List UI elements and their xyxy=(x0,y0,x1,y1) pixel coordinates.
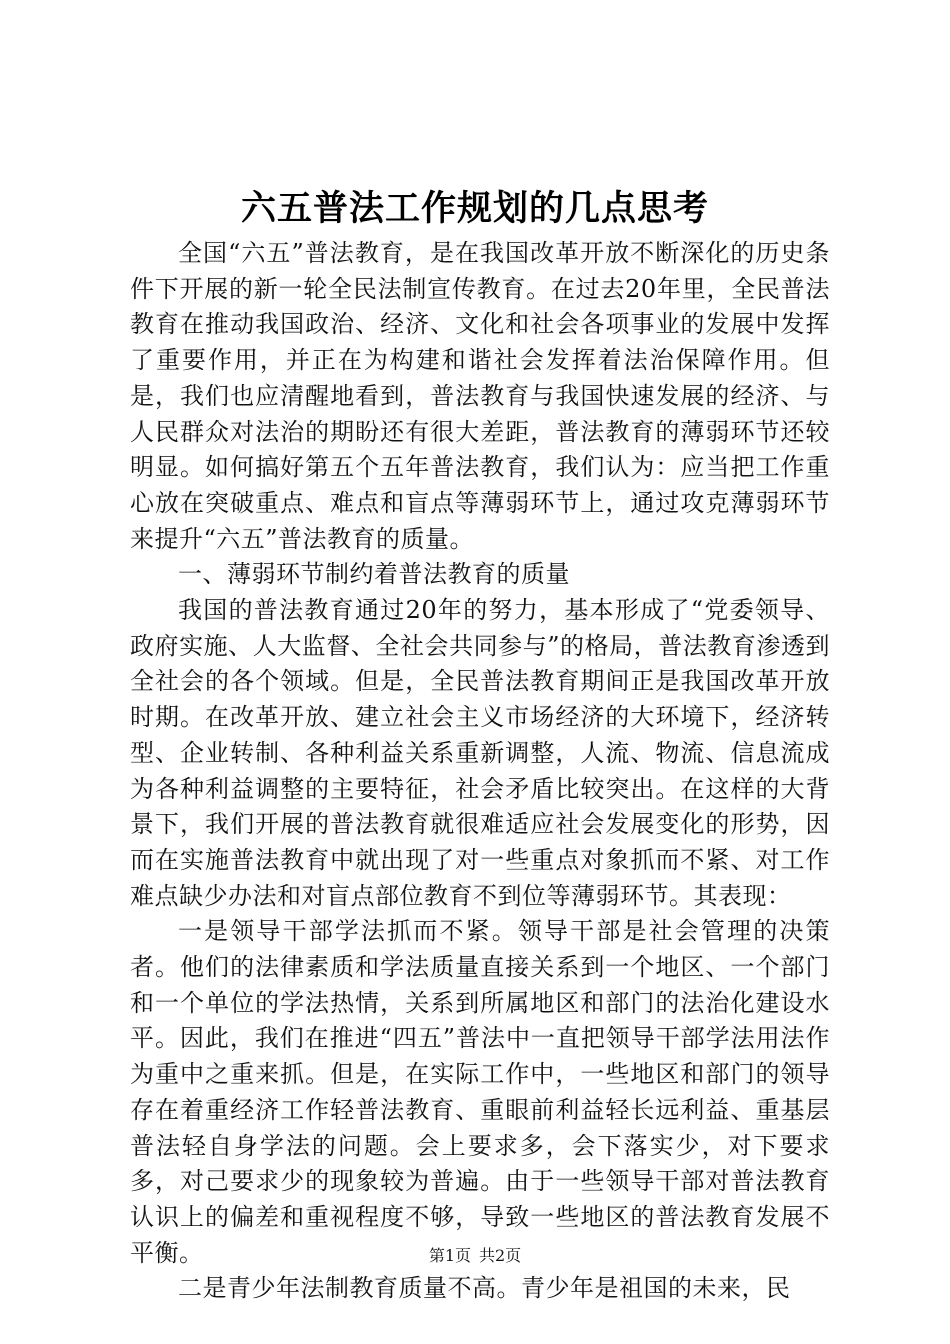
document-body xyxy=(130,236,830,1307)
paragraph-background: 我国的普法教育通过20年的努力，基本形成了“党委领导、政府实施、人大监督、全社会共同参与”的格局，普法教育渗透到全社会的各个领域。但是，全民普法教育期间正是我国改革开放时期。在改革开放、建立社会主义市场经济的大环境下，经济转型、企业转制、各种利益关系重新调整，人流、物流、信息流成为各种利益调整的主要特征，社会矛盾比较突出。在这样的大背景下，我们开展的普法教育就很难适应社会发展变化的形势，因而在实施普法教育中就出现了对一些重点对象抓而不紧、对工作难点缺少办法和对盲点部位教育不到位等薄弱环节。其表现： xyxy=(130,596,830,910)
section-heading: 一、薄弱环节制约着普法教育的质量 xyxy=(178,560,570,589)
page-footer xyxy=(0,1244,950,1268)
paragraph-intro: 全国“六五”普法教育，是在我国改革开放不断深化的历史条件下开展的新一轮全民法制宣传教育。在过去20年里，全民普法教育在推动我国政治、经济、文化和社会各项事业的发展中发挥了重要作用，并正在为构建和谐社会发挥着法治保障作用。但是，我们也应清醒地看到，普法教育与我国快速发展的经济、与人民群众对法治的期盼还有很大差距，普法教育的薄弱环节还较明显。如何搞好第五个五年普法教育，我们认为：应当把工作重心放在突破重点、难点和盲点等薄弱环节上，通过攻克薄弱环节来提升“六五”普法教育的质量。 xyxy=(130,239,830,553)
paragraph-point-two: 二是青少年法制教育质量不高。青少年是祖国的未来，民 xyxy=(178,1274,791,1303)
page-number: 第1页 xyxy=(428,1246,471,1265)
page-total: 共2页 xyxy=(479,1246,522,1265)
paragraph-point-one: 一是领导干部学法抓而不紧。领导干部是社会管理的决策者。他们的法律素质和学法质量直接关系到一个地区、一个部门和一个单位的学法热情，关系到所属地区和部门的法治化建设水平。因此，我们在推进“四五”普法中一直把领导干部学法用法作为重中之重来抓。但是，在实际工作中，一些地区和部门的领导存在着重经济工作轻普法教育、重眼前利益轻长远利益、重基层普法轻自身学法的问题。会上要求多，会下落实少，对下要求多，对己要求少的现象较为普遍。由于一些领导干部对普法教育认识上的偏差和重视程度不够，导致一些地区的普法教育发展不平衡。 xyxy=(130,917,830,1267)
document-title: 六五普法工作规划的几点思考 xyxy=(240,188,709,229)
